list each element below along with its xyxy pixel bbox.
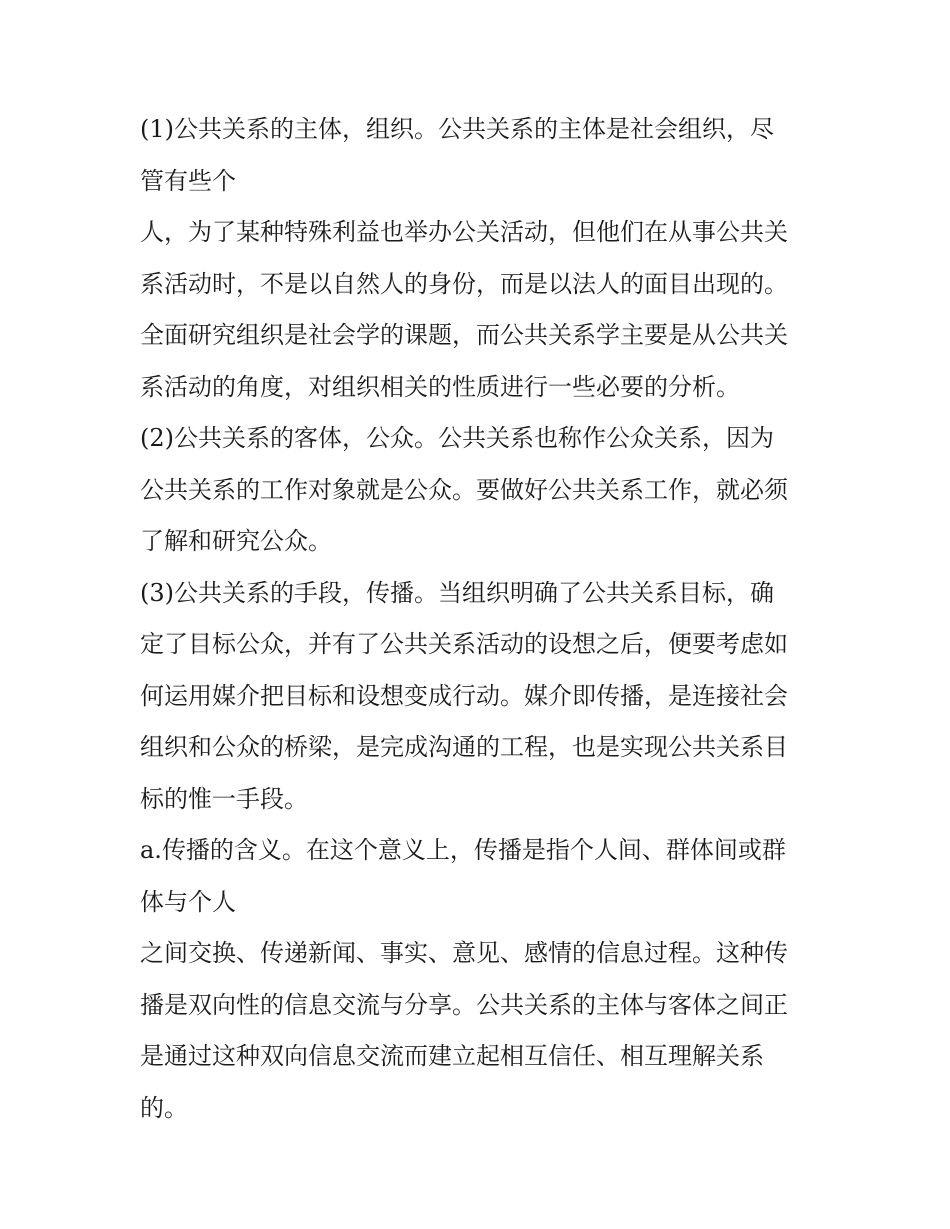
text-line: 系活动的角度，对组织相关的性质进行一些必要的分析。 [140,372,740,401]
text-line: 的。 [140,1093,188,1122]
text-line: (2)公共关系的客体，公众。公共关系也称作公众关系，因为 [140,424,774,452]
text-line: 人，为了某种特殊利益也举办公关活动，但他们在从事公共关 [140,218,788,246]
text-line: 公共关系的工作对象就是公众。要做好公共关系工作，就必须 [140,475,788,504]
text-line: 播是双向性的信息交流与分享。公共关系的主体与客体之间正 [140,990,788,1019]
text-line: 定了目标公众，并有了公共关系活动的设想之后，便要考虑如 [140,630,788,658]
text-line: 全面研究组织是社会学的课题，而公共关系学主要是从公共关 [140,321,788,349]
text-line: 标的惟一手段。 [140,784,308,813]
text-line: 组织和公众的桥梁，是完成沟通的工程，也是实现公共关系目 [140,733,788,761]
text-line: (1)公共关系的主体，组织。公共关系的主体是社会组织，尽 [140,115,774,143]
text-line: 管有些个 [140,166,236,195]
text-line: 系活动时，不是以自然人的身份，而是以法人的面目出现的。 [140,269,788,298]
text-line: 是通过这种双向信息交流而建立起相互信任、相互理解关系 [140,1042,764,1070]
text-line: 了解和研究公众。 [140,527,332,555]
text-line: (3)公共关系的手段，传播。当组织明确了公共关系目标，确 [140,578,774,607]
document-body [140,104,820,1134]
text-line: 何运用媒介把目标和设想变成行动。媒介即传播，是连接社会 [140,681,788,710]
text-line: 之间交换、传递新闻、事实、意见、感情的信息过程。这种传 [140,939,788,967]
text-line: 体与个人 [140,887,236,916]
text-line: a.传播的含义。在这个意义上，传播是指个人间、群体间或群 [140,836,786,864]
